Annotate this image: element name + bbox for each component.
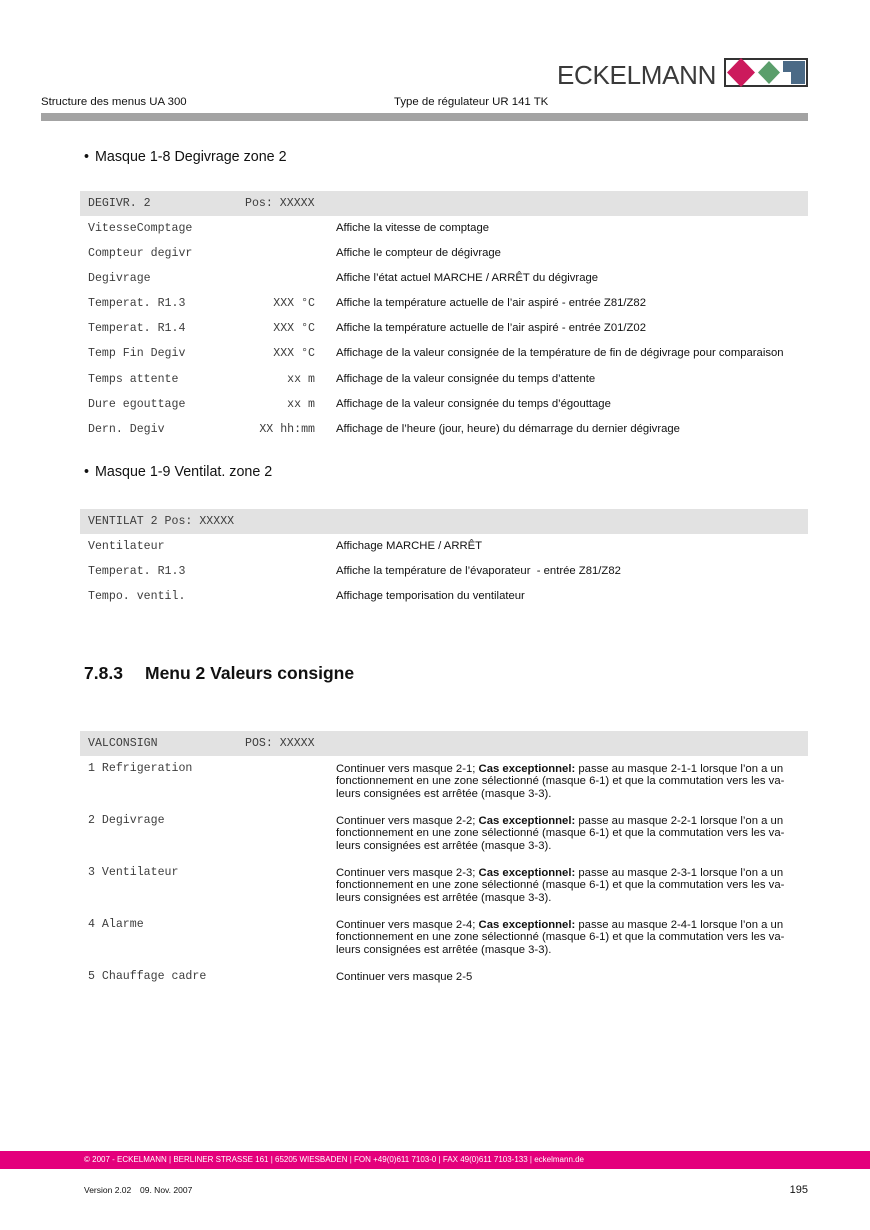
table-row (80, 808, 808, 860)
row-description: Affichage temporisation du ventilateur (336, 590, 525, 603)
description-emphasis: Cas exceptionnel: (478, 814, 576, 827)
row-description: Affichage de la valeur consignée du temps d’attente (336, 372, 596, 385)
menu-2-table (80, 731, 808, 1016)
row-label: Dern. Degiv (88, 422, 165, 436)
table-row (80, 367, 808, 392)
row-label: 4 Alarme (88, 917, 144, 931)
footer-version: Version 2.02 (84, 1185, 132, 1195)
description-text: passe au masque 2-1-1 lorsque l’on a un (578, 762, 784, 775)
table-row (80, 266, 808, 291)
logo-wordmark: ECKELMANN (557, 60, 717, 90)
row-value: xx m (287, 372, 315, 386)
row-description: Affiche la température actuelle de l’air aspiré - entrée Z01/Z02 (336, 322, 646, 335)
description-text: fonctionnement en une zone sélectionné (masque 6-1) et que la commutation vers les va- (336, 931, 785, 944)
row-value: XXX °C (273, 297, 315, 311)
description-emphasis: Cas exceptionnel: (478, 762, 576, 775)
screen-header-left: DEGIVR. 2 (88, 197, 151, 210)
description-text: fonctionnement en une zone sélectionné (masque 6-1) et que la commutation vers les va- (336, 879, 785, 892)
description-text: Continuer vers masque 2-1; (336, 762, 476, 775)
table-row (80, 241, 808, 266)
row-label: 1 Refrigeration (88, 761, 193, 775)
table-row (80, 316, 808, 341)
row-label: Temperat. R1.3 (88, 297, 186, 311)
row-description: Affiche la température de l’évaporateur - entrée Z81/Z82 (336, 565, 621, 578)
row-description (336, 815, 784, 853)
description-text: fonctionnement en une zone sélectionné (masque 6-1) et que la commutation vers les va- (336, 827, 785, 840)
row-label: Tempo. ventil. (88, 590, 186, 604)
description-text: Continuer vers masque 2-4; (336, 918, 476, 931)
table-row (80, 216, 808, 241)
row-description: Affiche le compteur de dégivrage (336, 247, 501, 260)
table-row (80, 417, 808, 442)
description-text: fonctionnement en une zone sélectionné (masque 6-1) et que la commutation vers les va- (336, 775, 785, 788)
description-text: leurs consignées est arrêtée (masque 3-3). (336, 891, 552, 904)
description-text: passe au masque 2-4-1 lorsque l’on a un (578, 918, 784, 931)
table-row (80, 291, 808, 316)
screen-header: VENTILAT 2 Pos: XXXXX (88, 515, 235, 528)
logo-block-notch (783, 72, 791, 84)
table-row (80, 912, 808, 964)
description-text: Continuer vers masque 2-2; (336, 814, 476, 827)
mask-1-9-table (80, 509, 808, 609)
description-text: passe au masque 2-3-1 lorsque l’on a un (578, 866, 784, 879)
row-description (336, 919, 784, 957)
description-text: Continuer vers masque 2-5 (336, 970, 473, 983)
footer-date: 09. Nov. 2007 (140, 1185, 193, 1195)
section-title: Menu 2 Valeurs consigne (145, 663, 355, 683)
screen-header-row (80, 191, 808, 216)
table-row (80, 584, 808, 609)
row-value: XXX °C (273, 322, 315, 336)
row-description: Affiche la température actuelle de l’air aspiré - entrée Z81/Z82 (336, 297, 646, 310)
mask-1-8-title: Masque 1-8 Degivrage zone 2 (95, 149, 287, 165)
mask-1-9-title: Masque 1-9 Ventilat. zone 2 (95, 464, 273, 480)
screen-header-row (80, 731, 808, 756)
table-row (80, 534, 808, 559)
mask-1-8-table (80, 191, 808, 442)
row-label: Temps attente (88, 372, 179, 386)
row-value: XXX °C (273, 347, 315, 361)
screen-header-right: Pos: XXXXX (245, 197, 315, 210)
section-number: 7.8.3 (84, 663, 123, 683)
screen-header-row (80, 509, 808, 534)
description-text: leurs consignées est arrêtée (masque 3-3). (336, 787, 552, 800)
table-row (80, 392, 808, 417)
row-label: 5 Chauffage cadre (88, 969, 207, 983)
description-text: Continuer vers masque 2-3; (336, 866, 476, 879)
bullet-icon: • (84, 464, 90, 480)
logo-mark-icon (722, 57, 809, 88)
row-label: VitesseComptage (88, 222, 193, 235)
page-number: 195 (789, 1184, 808, 1196)
screen-header-left: VALCONSIGN (88, 737, 158, 750)
row-description: Affichage de la valeur consignée du temps d’égouttage (336, 397, 611, 410)
row-description: Affichage MARCHE / ARRÊT (336, 540, 483, 552)
row-label: Dure egouttage (88, 397, 186, 411)
row-description: Affiche la vitesse de comptage (336, 222, 490, 234)
table-row (80, 756, 808, 808)
screen-header-right: POS: XXXXX (245, 737, 315, 750)
row-label: Temp Fin Degiv (88, 347, 186, 361)
bullet-icon: • (84, 149, 90, 165)
description-emphasis: Cas exceptionnel: (478, 918, 576, 931)
row-label: 3 Ventilateur (88, 865, 179, 879)
row-value: xx m (287, 397, 315, 411)
row-label: Temperat. R1.3 (88, 565, 186, 579)
description-text: passe au masque 2-2-1 lorsque l’on a un (578, 814, 784, 827)
row-label: Temperat. R1.4 (88, 322, 186, 336)
table-row (80, 559, 808, 584)
row-description: Affiche l’état actuel MARCHE / ARRÊT du dégivrage (336, 272, 599, 285)
table-row (80, 341, 808, 366)
row-description: Affichage de la valeur consignée de la température de fin de dégivrage pour comparaison (336, 347, 784, 360)
table-row (80, 860, 808, 912)
table-row (80, 964, 808, 1016)
description-text: leurs consignées est arrêtée (masque 3-3). (336, 943, 552, 956)
row-label: Ventilateur (88, 540, 165, 553)
row-description (336, 971, 472, 984)
header-controller-type: Type de régulateur UR 141 TK (394, 96, 549, 108)
row-description (336, 763, 784, 801)
row-description: Affichage de l’heure (jour, heure) du démarrage du dernier dégivrage (336, 422, 680, 435)
footer-imprint: © 2007 - ECKELMANN | BERLINER STRASSE 161 | 65205 WIESBADEN | FON +49(0)611 7103-0 | FAX 49(0)611 7103-133 | eckelmann.de (84, 1155, 585, 1164)
row-description (336, 867, 784, 905)
description-text: leurs consignées est arrêtée (masque 3-3). (336, 839, 552, 852)
footer-bar (0, 1151, 870, 1169)
row-value: XX hh:mm (259, 422, 315, 436)
header-document-title: Structure des menus UA 300 (41, 96, 187, 108)
header-rule (41, 113, 808, 121)
row-label: Compteur degivr (88, 247, 193, 261)
row-label: 2 Degivrage (88, 813, 165, 827)
row-label: Degivrage (88, 272, 151, 286)
description-emphasis: Cas exceptionnel: (478, 866, 576, 879)
